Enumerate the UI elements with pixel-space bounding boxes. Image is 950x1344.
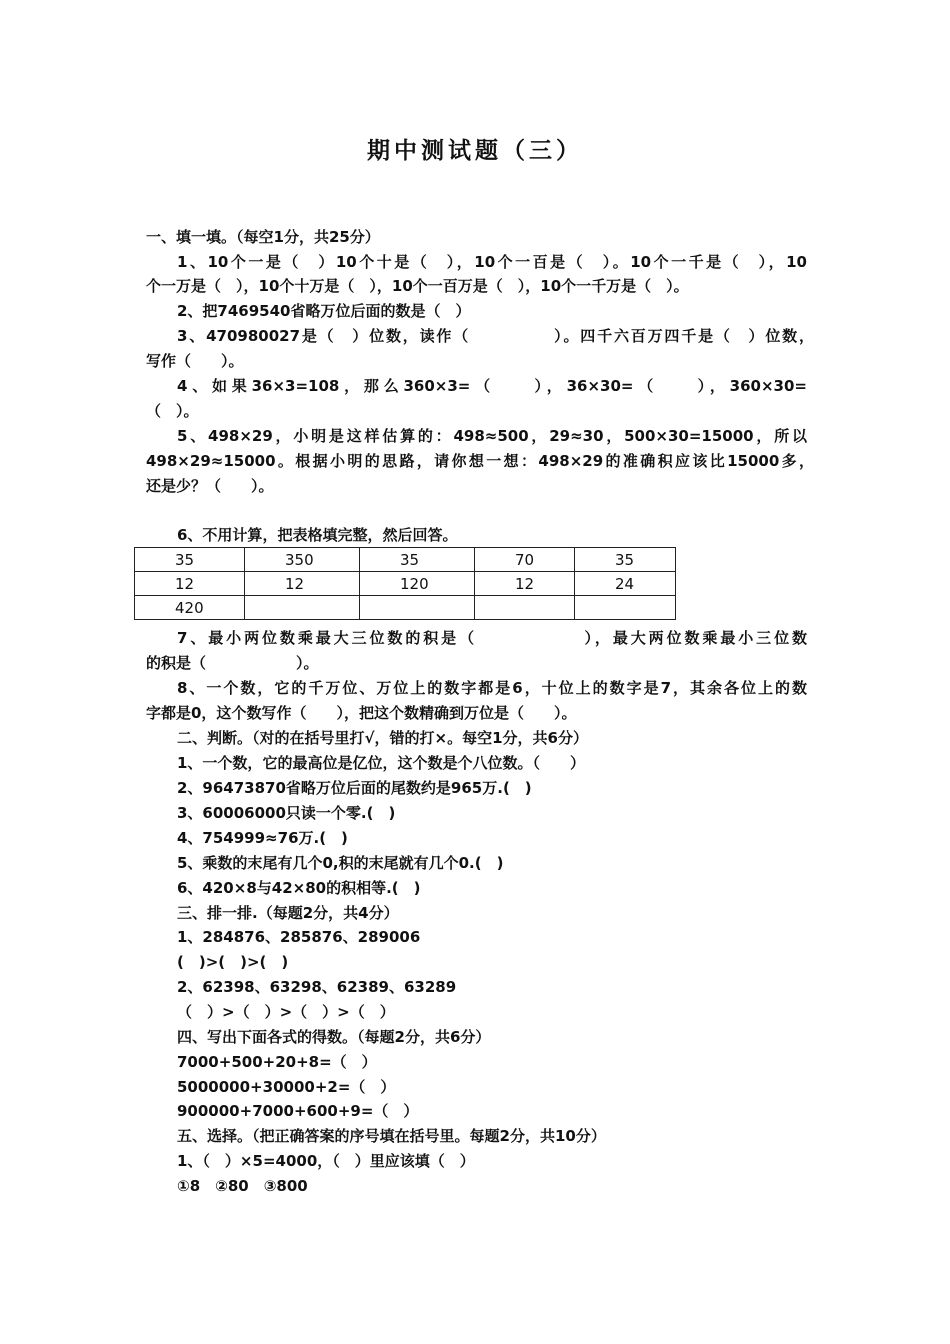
table-cell: 12 xyxy=(475,572,575,596)
judge-item: 6、420×8与42×80的积相等.( ) xyxy=(177,879,421,897)
table-cell: 35 xyxy=(575,548,676,572)
section-4-heading: 四、写出下面各式的得数。（每题2分，共6分） xyxy=(177,1028,491,1046)
table-cell: 12 xyxy=(245,572,360,596)
table-cell: 420 xyxy=(135,596,245,620)
calc-item: 900000+7000+600+9=（ ） xyxy=(177,1102,419,1120)
judge-item: 1、一个数，它的最高位是亿位，这个数是个八位数。（ ） xyxy=(177,754,585,772)
judge-item: 2、96473870省略万位后面的尾数约是965万.( ) xyxy=(177,779,532,797)
table-cell xyxy=(475,596,575,620)
calc-item: 7000+500+20+8=（ ） xyxy=(177,1053,377,1071)
table-cell xyxy=(575,596,676,620)
q5-line-1: 5、498×29，小明是这样估算的：498≈500，29≈30，500×30=15000，所以 xyxy=(177,427,807,445)
choice-q1: 1、（ ）×5=4000，（ ）里应该填（ ） xyxy=(177,1152,475,1170)
section-3-heading: 三、排一排.（每题2分，共4分） xyxy=(177,904,399,922)
q5-line-2: 498×29≈15000。根据小明的思路，请你想一想：498×29的准确积应该比15000多， xyxy=(146,452,814,470)
table-row xyxy=(135,596,676,620)
section-2-heading: 二、判断。（对的在括号里打√，错的打×。每空1分，共6分） xyxy=(177,729,588,747)
order-q2-blanks: （ ）>（ ）>（ ）>（ ） xyxy=(177,1003,395,1021)
table-cell: 35 xyxy=(135,548,245,572)
q8-line-1: 8、一个数，它的千万位、万位上的数字都是6，十位上的数字是7，其余各位上的数 xyxy=(177,679,807,697)
table-cell: 350 xyxy=(245,548,360,572)
table-row xyxy=(135,548,676,572)
table-row xyxy=(135,572,676,596)
q3-line-1: 3、470980027是（ ）位数，读作（ ）。四千六百万四千是（ ）位数， xyxy=(177,327,814,345)
q1-line-2: 个一万是（ ），10个十万是（ ），10个一百万是（ ），10个一千万是（ ）。 xyxy=(146,277,689,295)
choice-q1-options: ①8 ②80 ③800 xyxy=(177,1177,308,1195)
order-q2: 2、62398、63298、62389、63289 xyxy=(177,978,457,996)
table-cell xyxy=(360,596,475,620)
order-q1-blanks: ( )>( )>( ) xyxy=(177,953,289,971)
table-cell xyxy=(245,596,360,620)
table-cell: 35 xyxy=(360,548,475,572)
q5-line-3: 还是少？（ ）。 xyxy=(146,477,274,495)
q7-line-2: 的积是（ ）。 xyxy=(146,654,319,672)
q7-line-1: 7、最小两位数乘最大三位数的积是（ ），最大两位数乘最小三位数 xyxy=(177,629,807,647)
q3-line-2: 写作（ ）。 xyxy=(146,352,244,370)
fill-table xyxy=(134,547,676,620)
page-title: 期中测试题（三） xyxy=(367,138,583,164)
order-q1: 1、284876、285876、289006 xyxy=(177,928,421,946)
q2-text: 2、把7469540省略万位后面的数是（ ） xyxy=(177,302,471,320)
table-cell: 24 xyxy=(575,572,676,596)
table-cell: 120 xyxy=(360,572,475,596)
judge-item: 4、754999≈76万.( ) xyxy=(177,829,348,847)
table-cell: 70 xyxy=(475,548,575,572)
calc-item: 5000000+30000+2=（ ） xyxy=(177,1078,396,1096)
q6-text: 6、不用计算，把表格填完整，然后回答。 xyxy=(177,526,458,544)
judge-item: 3、60006000只读一个零.( ) xyxy=(177,804,396,822)
section-1-heading: 一、填一填。（每空1分，共25分） xyxy=(146,228,380,246)
q4-line-1: 4、如果36×3=108，那么360×3=（ ），36×30=（ ），360×30= xyxy=(177,377,807,395)
table-cell: 12 xyxy=(135,572,245,596)
judge-item: 5、乘数的末尾有几个0,积的末尾就有几个0.( ) xyxy=(177,854,504,872)
section-5-heading: 五、选择。（把正确答案的序号填在括号里。每题2分，共10分） xyxy=(177,1127,606,1145)
q8-line-2: 字都是0，这个数写作（ ），把这个数精确到万位是（ ）。 xyxy=(146,704,577,722)
q1-line-1: 1、10个一是（ ）10个十是（ ），10个一百是（ ）。10个一千是（ ），10 xyxy=(177,253,807,271)
q4-line-2: （ ）。 xyxy=(146,402,199,420)
